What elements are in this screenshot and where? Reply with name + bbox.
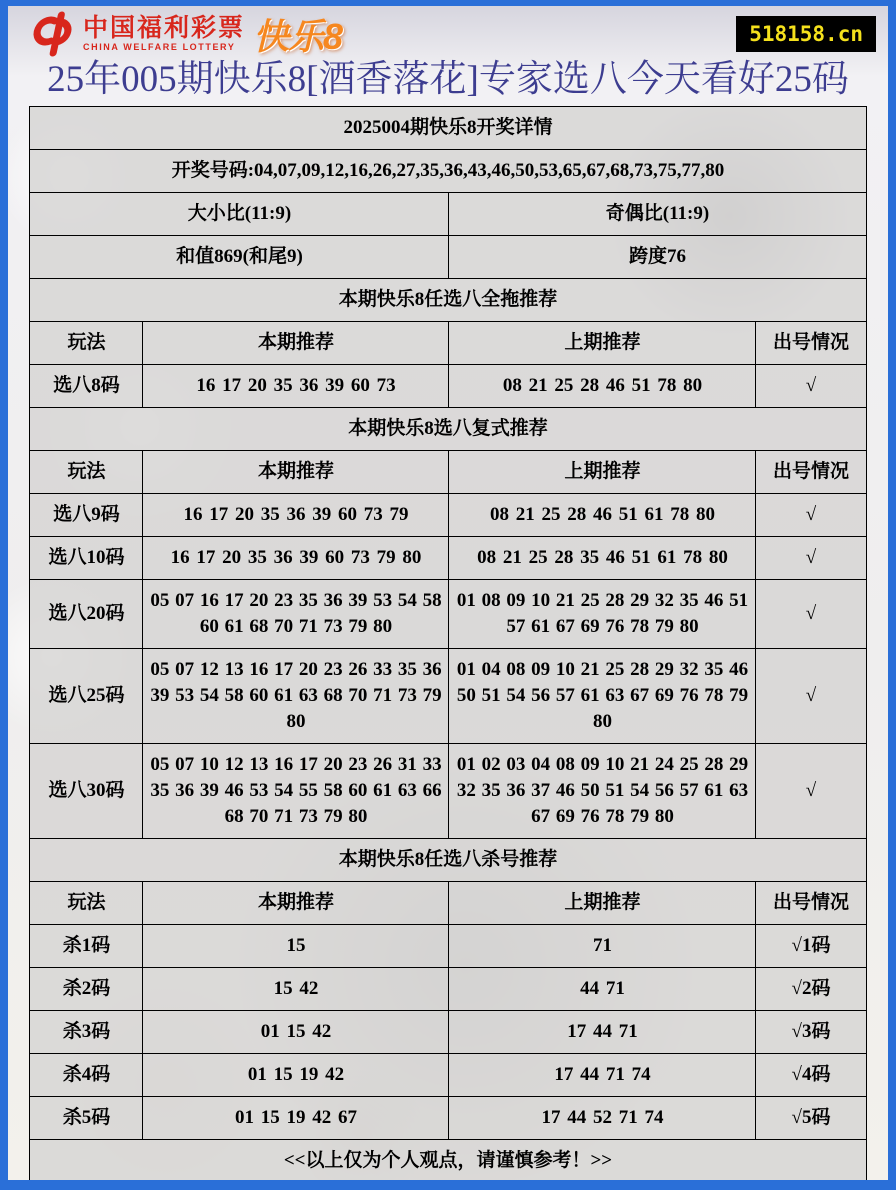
previous-numbers: 08 21 25 28 46 51 61 78 80 bbox=[449, 494, 756, 537]
play-label: 选八20码 bbox=[30, 580, 143, 649]
brand-name-cn: 中国福利彩票 bbox=[83, 14, 246, 42]
col-header-previous: 上期推荐 bbox=[449, 322, 756, 365]
table-header-row bbox=[30, 322, 866, 365]
section-title-full-drag: 本期快乐8任选八全拖推荐 bbox=[30, 279, 866, 322]
section-title-row bbox=[30, 408, 866, 451]
current-numbers: 16 17 20 35 36 39 60 73 bbox=[143, 365, 449, 408]
col-header-play: 玩法 bbox=[30, 882, 143, 925]
previous-numbers: 08 21 25 28 35 46 51 61 78 80 bbox=[449, 537, 756, 580]
brand-name-en: CHINA WELFARE LOTTERY bbox=[83, 42, 236, 52]
hit-status: √3码 bbox=[756, 1011, 866, 1054]
col-header-hit: 出号情况 bbox=[756, 322, 866, 365]
footer-note: <<以上仅为个人观点，请谨慎参考！>> bbox=[30, 1140, 866, 1183]
hit-status: √4码 bbox=[756, 1054, 866, 1097]
previous-numbers: 71 bbox=[449, 925, 756, 968]
previous-numbers: 01 02 03 04 08 09 10 21 24 25 28 29 32 35 36 37 46 50 51 54 56 57 61 63 67 69 76 78 79 80 bbox=[449, 744, 756, 839]
play-label: 杀2码 bbox=[30, 968, 143, 1011]
col-header-current: 本期推荐 bbox=[143, 882, 449, 925]
play-label: 选八10码 bbox=[30, 537, 143, 580]
previous-numbers: 08 21 25 28 46 51 78 80 bbox=[449, 365, 756, 408]
current-numbers: 05 07 16 17 20 23 35 36 39 53 54 58 60 61 68 70 71 73 79 80 bbox=[143, 580, 449, 649]
col-header-hit: 出号情况 bbox=[756, 451, 866, 494]
current-numbers: 15 bbox=[143, 925, 449, 968]
section-title-compound: 本期快乐8选八复式推荐 bbox=[30, 408, 866, 451]
table-row bbox=[30, 580, 866, 649]
site-badge: 518158.cn bbox=[736, 16, 876, 52]
hit-status: √5码 bbox=[756, 1097, 866, 1140]
hit-status: √ bbox=[756, 365, 866, 408]
section-title-row bbox=[30, 279, 866, 322]
cwl-logo-icon bbox=[22, 7, 76, 62]
table-row bbox=[30, 925, 866, 968]
col-header-previous: 上期推荐 bbox=[449, 882, 756, 925]
previous-numbers: 44 71 bbox=[449, 968, 756, 1011]
odd-even-ratio: 奇偶比(11:9) bbox=[449, 193, 866, 236]
hit-status: √1码 bbox=[756, 925, 866, 968]
play-label: 选八8码 bbox=[30, 365, 143, 408]
brand-text bbox=[83, 16, 245, 52]
footer-row bbox=[30, 1140, 866, 1183]
table-row bbox=[30, 968, 866, 1011]
current-numbers: 05 07 12 13 16 17 20 23 26 33 35 36 39 53 54 58 60 61 63 68 70 71 73 79 80 bbox=[143, 649, 449, 744]
play-label: 杀4码 bbox=[30, 1054, 143, 1097]
table-row bbox=[30, 1054, 866, 1097]
table-row bbox=[30, 365, 866, 408]
draw-detail-title-row bbox=[30, 107, 866, 150]
hit-status: √ bbox=[756, 494, 866, 537]
page-title: 25年005期快乐8[酒香落花]专家选八今天看好25码 bbox=[47, 59, 849, 100]
hit-status: √ bbox=[756, 744, 866, 839]
game-logo: 快乐8 bbox=[253, 15, 343, 57]
previous-numbers: 17 44 71 74 bbox=[449, 1054, 756, 1097]
hit-status: √ bbox=[756, 537, 866, 580]
header bbox=[8, 6, 888, 58]
table-row bbox=[30, 1097, 866, 1140]
table-header-row bbox=[30, 451, 866, 494]
ratio-row bbox=[30, 193, 866, 236]
brand bbox=[22, 7, 342, 62]
play-label: 选八30码 bbox=[30, 744, 143, 839]
play-label: 杀1码 bbox=[30, 925, 143, 968]
current-numbers: 01 15 42 bbox=[143, 1011, 449, 1054]
play-label: 选八25码 bbox=[30, 649, 143, 744]
draw-numbers-row bbox=[30, 150, 866, 193]
table-header-row bbox=[30, 882, 866, 925]
sum-span-row bbox=[30, 236, 866, 279]
section-title-kill: 本期快乐8任选八杀号推荐 bbox=[30, 839, 866, 882]
col-header-previous: 上期推荐 bbox=[449, 451, 756, 494]
previous-numbers: 17 44 52 71 74 bbox=[449, 1097, 756, 1140]
current-numbers: 16 17 20 35 36 39 60 73 79 80 bbox=[143, 537, 449, 580]
hit-status: √2码 bbox=[756, 968, 866, 1011]
col-header-current: 本期推荐 bbox=[143, 451, 449, 494]
current-numbers: 01 15 19 42 67 bbox=[143, 1097, 449, 1140]
col-header-current: 本期推荐 bbox=[143, 322, 449, 365]
previous-numbers: 01 04 08 09 10 21 25 28 29 32 35 46 50 51 54 56 57 61 63 67 69 76 78 79 80 bbox=[449, 649, 756, 744]
table-row bbox=[30, 537, 866, 580]
previous-numbers: 17 44 71 bbox=[449, 1011, 756, 1054]
previous-numbers: 01 08 09 10 21 25 28 29 32 35 46 51 57 61 67 69 76 78 79 80 bbox=[449, 580, 756, 649]
current-numbers: 16 17 20 35 36 39 60 73 79 bbox=[143, 494, 449, 537]
table-row bbox=[30, 649, 866, 744]
current-numbers: 01 15 19 42 bbox=[143, 1054, 449, 1097]
current-numbers: 15 42 bbox=[143, 968, 449, 1011]
main-table bbox=[29, 106, 866, 1183]
col-header-play: 玩法 bbox=[30, 451, 143, 494]
span-value: 跨度76 bbox=[449, 236, 866, 279]
table-row bbox=[30, 1011, 866, 1054]
col-header-play: 玩法 bbox=[30, 322, 143, 365]
draw-detail-title: 2025004期快乐8开奖详情 bbox=[30, 107, 866, 150]
hit-status: √ bbox=[756, 580, 866, 649]
size-ratio: 大小比(11:9) bbox=[30, 193, 449, 236]
draw-numbers: 开奖号码:04,07,09,12,16,26,27,35,36,43,46,50,53,65,67,68,73,75,77,80 bbox=[30, 150, 866, 193]
section-title-row bbox=[30, 839, 866, 882]
play-label: 杀5码 bbox=[30, 1097, 143, 1140]
table-row bbox=[30, 494, 866, 537]
hit-status: √ bbox=[756, 649, 866, 744]
play-label: 选八9码 bbox=[30, 494, 143, 537]
table-row bbox=[30, 744, 866, 839]
current-numbers: 05 07 10 12 13 16 17 20 23 26 31 33 35 36 39 46 53 54 55 58 60 61 63 66 68 70 71 73 79 80 bbox=[143, 744, 449, 839]
play-label: 杀3码 bbox=[30, 1011, 143, 1054]
sum-value: 和值869(和尾9) bbox=[30, 236, 449, 279]
col-header-hit: 出号情况 bbox=[756, 882, 866, 925]
